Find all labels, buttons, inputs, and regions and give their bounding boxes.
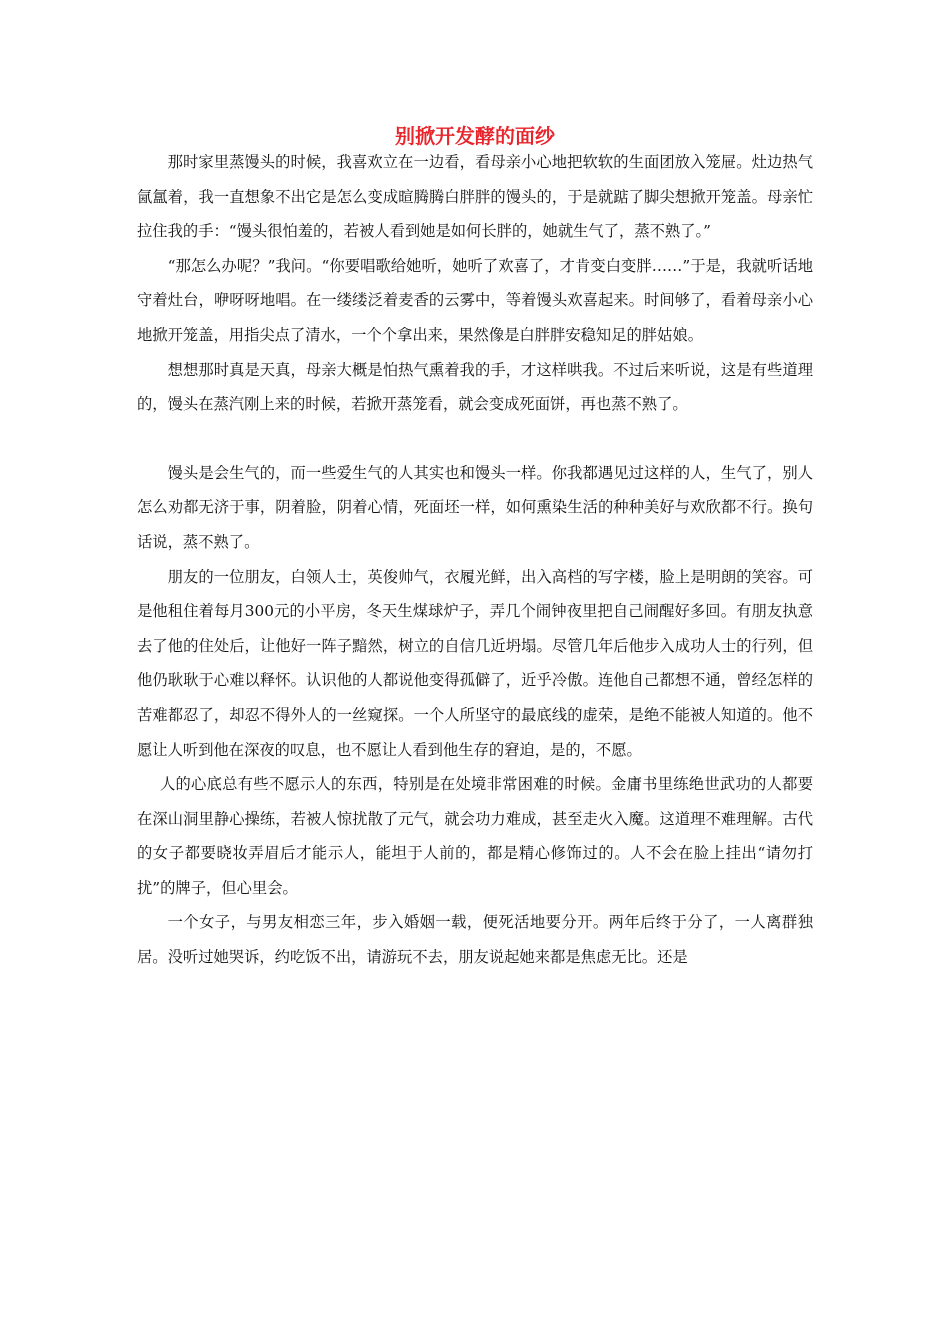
document-title: 别掀开发酵的面纱 <box>395 124 555 148</box>
paragraph: 那时家里蒸馒头的时候，我喜欢立在一边看，看母亲小心地把软软的生面团放入笼屉。灶边热气氤氲着，我一直想象不出它是怎么变成暄腾腾白胖胖的馒头的，于是就踮了脚尖想掀开笼盖。母亲忙拉住我的手：“馒头很怕羞的，若被人看到她是如何长胖的，她就生气了，蒸不熟了。” <box>137 153 813 241</box>
paragraph: 一个女子，与男友相恋三年，步入婚姻一载，便死活地要分开。两年后终于分了，一人离群独居。没听过她哭诉，约吃饭不出，请游玩不去，朋友说起她来都是焦虑无比。还是 <box>137 913 813 967</box>
paragraph: 人的心底总有些不愿示人的东西，特别是在处境非常困难的时候。金庸书里练绝世武功的人都要在深山洞里静心操练，若被人惊扰散了元气，就会功力难成，甚至走火入魔。这道理不难理解。古代的女子都要晓妆弄眉后才能示人，能坦于人前的，都是精心修饰过的。人不会在脸上挂出“请勿打扰”的牌子，但心里会。 <box>137 775 813 897</box>
paragraph: “那怎么办呢？”我问。“你要唱歌给她听，她听了欢喜了，才肯变白变胖……”于是，我就听话地守着灶台，咿呀呀地唱。在一缕缕泛着麦香的云雾中，等着馒头欢喜起来。时间够了，看着母亲小心地掀开笼盖，用指尖点了清水，一个个拿出来，果然像是白胖胖安稳知足的胖姑娘。 <box>137 256 813 344</box>
paragraph: 朋友的一位朋友，白领人士，英俊帅气，衣履光鲜，出入高档的写字楼，脸上是明朗的笑容。可是他租住着每月300元的小平房，冬天生煤球炉子，弄几个闹钟夜里把自己闹醒好多回。有朋友执意去了他的住处后，让他好一阵子黯然，树立的自信几近坍塌。尽管几年后他步入成功人士的行列，但他仍耿耿于心难以释怀。认识他的人都说他变得孤僻了，近乎冷傲。连他自己都想不通，曾经怎样的苦难都忍了，却忍不得外人的一丝窥探。一个人所坚守的最底线的虚荣，是绝不能被人知道的。他不愿让人听到他在深夜的叹息，也不愿让人看到他生存的窘迫，是的，不愿。 <box>137 567 813 759</box>
paragraph: 馒头是会生气的，而一些爱生气的人其实也和馒头一样。你我都遇见过这样的人，生气了，别人怎么劝都无济于事，阴着脸，阴着心情，死面坯一样，如何熏染生活的种种美好与欢欣都不行。换句话说，蒸不熟了。 <box>137 463 813 551</box>
document-body <box>137 145 813 975</box>
paragraph: 想想那时真是天真，母亲大概是怕热气熏着我的手，才这样哄我。不过后来听说，这是有些道理的，馒头在蒸汽刚上来的时候，若掀开蒸笼看，就会变成死面饼，再也蒸不熟了。 <box>137 360 813 414</box>
